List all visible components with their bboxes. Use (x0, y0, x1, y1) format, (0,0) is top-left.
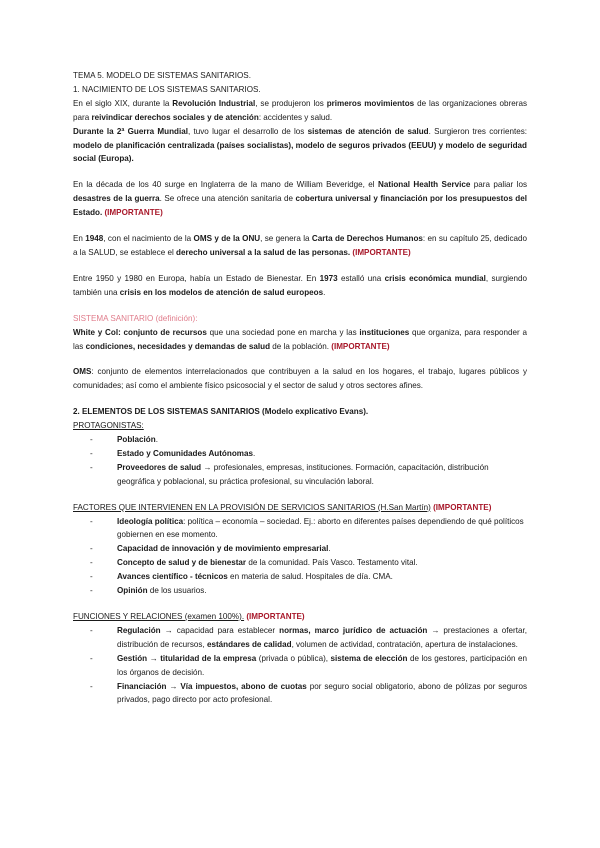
list-item: - Regulación → capacidad para establecer normas, marco jurídico de actuación → prestaciones a ofertar, distribución de recursos, estándares de calidad, volumen de actividad, contratación, apertura de instalaciones. (90, 624, 527, 652)
important-tag: (IMPORTANTE) (104, 208, 163, 218)
list-item: - Población. (90, 433, 527, 447)
list-item: - Concepto de salud y de bienestar de la comunidad. País Vasco. Testamento vital. (90, 556, 527, 570)
document-title: TEMA 5. MODELO DE SISTEMAS SANITARIOS. (73, 71, 251, 80)
important-tag: (IMPORTANTE) (246, 612, 305, 621)
list-item: - Opinión de los usuarios. (90, 584, 527, 598)
protagonistas-list (73, 433, 527, 489)
paragraph-estado-bienestar: Entre 1950 y 1980 en Europa, había un Estado de Bienestar. En 1973 estalló una crisis económica mundial, surgiendo también una crisis en los modelos de atención de salud europeos. (73, 273, 528, 297)
paragraph-segunda-guerra: Durante la 2ª Guerra Mundial, tuvo lugar el desarrollo de los sistemas de atención de salud. Surgieron tres corrientes: modelo de planificación centralizada (países socialistas), modelo de seguros privados (EEUU) y modelo de seguridad social (Europa). (73, 126, 528, 164)
paragraph-beveridge: En la década de los 40 surge en Inglaterra de la mano de William Beveridge, el National Health Service para paliar los desastres de la guerra. Se ofrece una atención sanitaria de cobertura universal y financiación por los presupuestos del Estado. (IMPORTANTE) (73, 180, 528, 218)
protagonistas-heading: PROTAGONISTAS: (73, 421, 144, 431)
paragraph-white-col: White y Col: conjunto de recursos que una sociedad pone en marcha y las instituciones que organiza, para responder a las condiciones, necesidades y demandas de salud de la población. (IMPORTANTE) (73, 327, 527, 351)
paragraph-oms: OMS: conjunto de elementos interrelacionados que contribuyen a la salud en los hogares, el trabajo, lugares públicos y comunidades; así como el ambiente físico psicosocial y el sector de salud y otros sectores afines. (73, 367, 527, 391)
funciones-heading: FUNCIONES Y RELACIONES (examen 100%). (IMPORTANTE) (73, 612, 305, 621)
list-item: - Avances científico - técnicos en materia de salud. Hospitales de día. CMA. (90, 570, 527, 584)
section-1-heading: 1. NACIMIENTO DE LOS SISTEMAS SANITARIOS. (73, 84, 261, 94)
list-item: - Capacidad de innovación y de movimiento empresarial. (90, 542, 527, 556)
factores-list (73, 515, 527, 598)
paragraph-revolucion-industrial: En el siglo XIX, durante la Revolución Industrial, se produjeron los primeros movimientos de las organizaciones obreras para reivindicar derechos sociales y de atención: accidentes y salud. (73, 98, 528, 122)
funciones-list (73, 624, 527, 707)
section-2-heading: 2. ELEMENTOS DE LOS SISTEMAS SANITARIOS (Modelo explicativo Evans). (73, 407, 369, 417)
important-tag: (IMPORTANTE) (331, 341, 390, 351)
list-item: - Financiación → Vía impuestos, abono de cuotas por seguro social obligatorio, abono de pólizas por seguros privados, pago directo por acto profesional. (90, 680, 527, 708)
list-item: - Proveedores de salud → profesionales, empresas, instituciones. Formación, capacitación, distribución geográfica y poblacional, su práctica profesional, su vinculación laboral. (90, 461, 527, 489)
list-item: - Ideología política: política – economía – sociedad. Ej.: aborto en diferentes países dependiendo de qué políticos gobiernen en ese momento. (90, 515, 527, 543)
list-item: - Gestión → titularidad de la empresa (privada o pública), sistema de elección de los gestores, participación en los órganos de decisión. (90, 652, 527, 680)
sistema-sanitario-heading: SISTEMA SANITARIO (definición): (73, 313, 198, 323)
paragraph-1948: En 1948, con el nacimiento de la OMS y de la ONU, se genera la Carta de Derechos Humanos: en su capítulo 25, dedicado a la SALUD, se establece el derecho universal a la salud de las personas. (IMPORTANTE) (73, 234, 528, 257)
factores-heading: FACTORES QUE INTERVIENEN EN LA PROVISIÓN DE SERVICIOS SANITARIOS (H.San Martín) (IMPORTANTE) (73, 502, 492, 512)
important-tag: (IMPORTANTE) (433, 502, 492, 512)
important-tag: (IMPORTANTE) (352, 247, 411, 257)
list-item: - Estado y Comunidades Autónomas. (90, 447, 527, 461)
